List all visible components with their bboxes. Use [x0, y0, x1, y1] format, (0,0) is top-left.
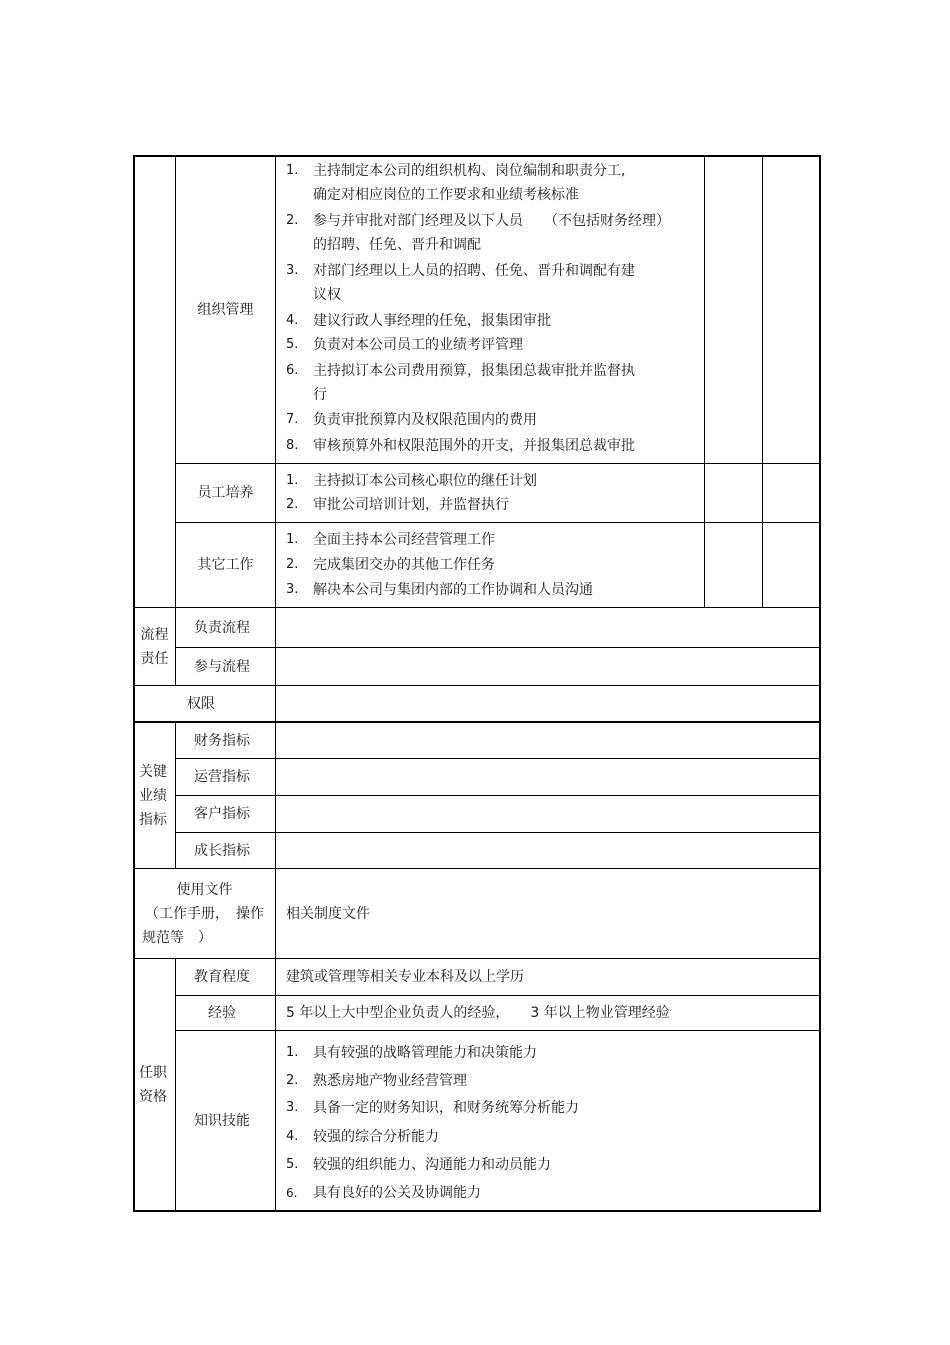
process-label: [134, 608, 175, 685]
duty-num: 1.: [286, 163, 299, 178]
skill-text: 熟悉房地产物业经营管理: [313, 1073, 467, 1089]
skill-text: 具有较强的战略管理能力和决策能力: [313, 1045, 537, 1061]
duty-text: 主持拟订本公司核心职位的继任计划: [313, 473, 537, 489]
duty-num: 2.: [286, 497, 299, 512]
duty-text: 行: [313, 387, 327, 403]
kpi-growth: 成长指标: [194, 842, 250, 859]
duty-text: 完成集团交办的其他工作任务: [313, 557, 495, 573]
skill-text: 具备一定的财务知识，和财务统筹分析能力: [313, 1100, 579, 1116]
col-line-d: [762, 155, 763, 607]
duty-num: 3.: [286, 582, 299, 597]
education-value: 建筑或管理等相关专业本科及以上学历: [286, 969, 524, 985]
row-line-8: [175, 795, 820, 796]
duty-text: 议权: [313, 287, 341, 303]
row-line-9: [175, 832, 820, 833]
kpi-label-line1: 关键: [139, 763, 167, 780]
process-responsible-label: 负责流程: [194, 619, 250, 636]
duty-category-training: 员工培养: [197, 485, 254, 501]
duty-text: 审核预算外和权限范围外的开支，并报集团总裁审批: [313, 438, 635, 454]
skill-text: 较强的组织能力、沟通能力和动员能力: [313, 1157, 551, 1173]
duty-text: 建议行政人事经理的任免，报集团审批: [313, 313, 551, 329]
duty-text: 的招聘、任免、晋升和调配: [313, 237, 481, 253]
duty-num: 4.: [286, 313, 299, 328]
skill-num: 3.: [286, 1100, 299, 1115]
skill-text: 具有良好的公关及协调能力: [313, 1185, 481, 1201]
table-border-right: [819, 155, 821, 1212]
documents-label-line1: 使用文件: [176, 881, 233, 898]
duty-num: 1.: [286, 532, 299, 547]
duty-num: 8.: [286, 438, 299, 453]
row-line-4: [175, 647, 820, 648]
duty-num: 6.: [286, 363, 299, 378]
kpi-financial: 财务指标: [194, 732, 250, 749]
col-line-b: [275, 155, 276, 1211]
duty-text: 解决本公司与集团内部的工作协调和人员沟通: [313, 582, 593, 598]
experience-label: 经验: [208, 1005, 236, 1021]
skill-num: 5.: [286, 1157, 299, 1172]
row-line-7: [175, 758, 820, 759]
process-participate-label: 参与流程: [194, 658, 250, 675]
skill-num: 1.: [286, 1045, 299, 1060]
kpi-label-line3: 指标: [139, 811, 167, 828]
skill-num: 4.: [286, 1129, 299, 1144]
duty-text: 主持拟订本公司费用预算，报集团总裁审批并监督执: [313, 363, 635, 379]
skill-text: 较强的综合分析能力: [313, 1129, 439, 1145]
duty-num: 5.: [286, 337, 299, 352]
duty-num: 7.: [286, 412, 299, 427]
duty-num: 2.: [286, 557, 299, 572]
experience-value: 5 年以上大中型企业负责人的经验， 3 年以上物业管理经验: [286, 1005, 670, 1021]
duty-text: 对部门经理以上人员的招聘、任免、晋升和调配有建: [313, 263, 635, 279]
duty-num: 2.: [286, 213, 299, 228]
duty-num: 1.: [286, 473, 299, 488]
duty-text: 参与并审批对部门经理及以下人员 （不包括财务经理）: [313, 213, 670, 229]
duty-text: 确定对相应岗位的工作要求和业绩考核标准: [313, 187, 579, 203]
skill-num: 2.: [286, 1073, 299, 1088]
skill-num: 6.: [286, 1186, 298, 1200]
qualification-label-line1: 任职: [139, 1065, 167, 1081]
duty-text: 审批公司培训计划，并监督执行: [313, 497, 509, 513]
qualification-label: [134, 959, 172, 1211]
education-label: 教育程度: [194, 969, 250, 985]
qualification-label-line2: 资格: [139, 1089, 167, 1105]
row-line-13: [175, 1030, 820, 1031]
duty-category-other: 其它工作: [197, 557, 254, 573]
duty-text: 负责对本公司员工的业绩考评管理: [313, 337, 523, 353]
authority-label: 权限: [187, 695, 215, 712]
kpi-label: [134, 723, 172, 868]
documents-label: [134, 869, 275, 958]
duty-text: 主持制定本公司的组织机构、岗位编制和职责分工,: [313, 163, 626, 179]
process-label-line1: 流程: [140, 626, 169, 643]
kpi-operations: 运营指标: [194, 769, 250, 785]
process-label-line2: 责任: [140, 650, 169, 667]
duty-category-org: 组织管理: [197, 301, 254, 318]
duty-num: 3.: [286, 263, 299, 278]
kpi-label-line2: 业绩: [139, 787, 167, 804]
col-line-c: [704, 155, 705, 607]
documents-label-line2: （工作手册， 操作: [145, 905, 264, 922]
duty-text: 负责审批预算内及权限范围内的费用: [313, 412, 537, 428]
kpi-customer: 客户指标: [194, 806, 250, 822]
documents-label-line3: 规范等 ）: [142, 929, 212, 946]
documents-value: 相关制度文件: [286, 905, 370, 922]
duty-text: 全面主持本公司经营管理工作: [313, 532, 495, 548]
skills-label: 知识技能: [194, 1113, 250, 1129]
